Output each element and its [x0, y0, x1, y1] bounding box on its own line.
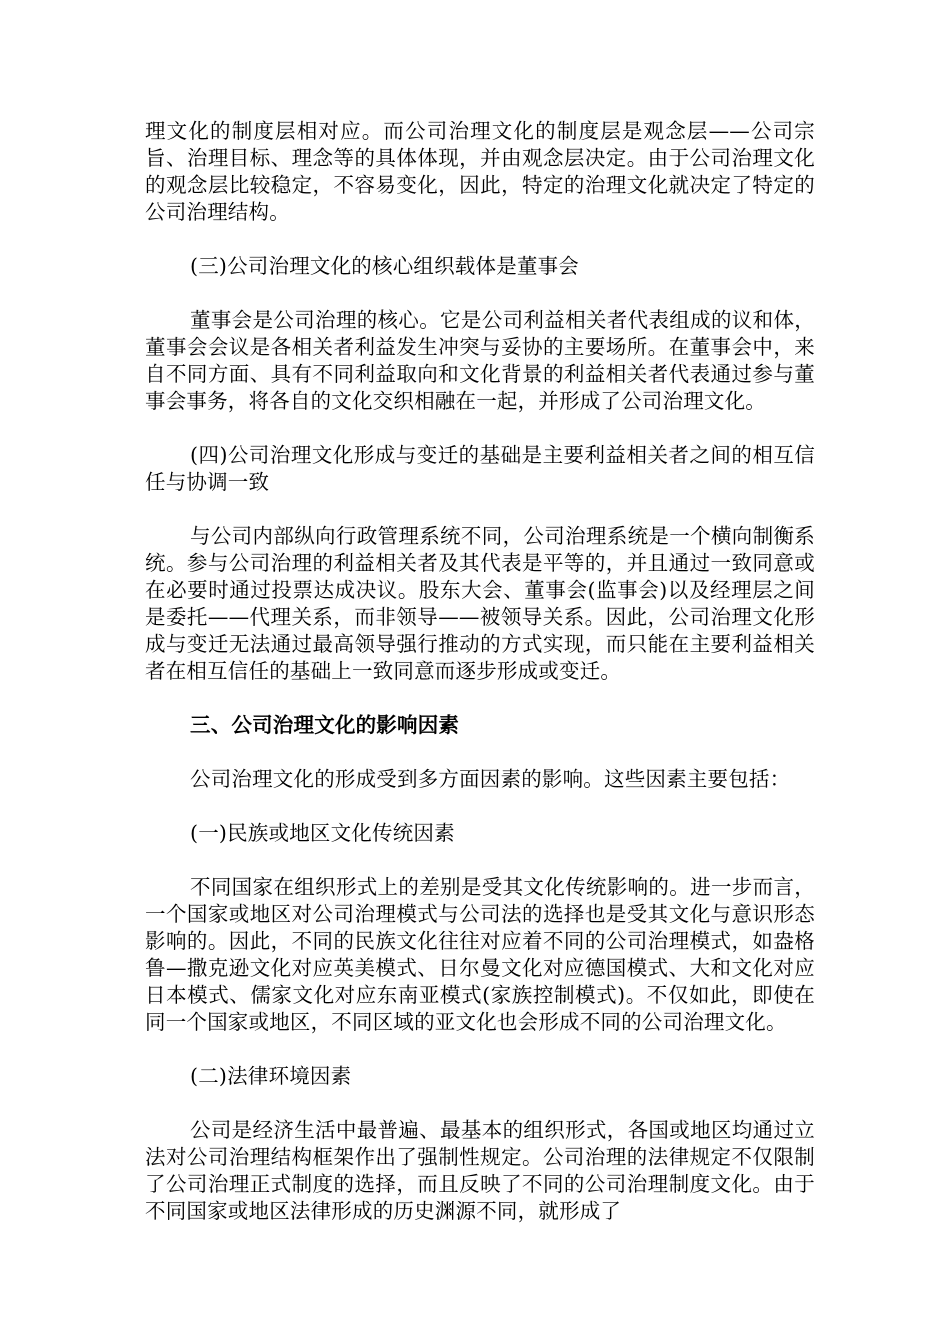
paragraph-cultural-tradition: 不同国家在组织形式上的差别是受其文化传统影响的。进一步而言，一个国家或地区对公司治理模式与公司法的选择也是受其文化与意识形态影响的。因此，不同的民族文化往往对应着不同的公司治理模式，如盎格鲁—撒克逊文化对应英美模式、日尔曼文化对应德国模式、大和文化对应日本模式、儒家文化对应东南亚模式(家族控制模式)。不仅如此，即使在同一个国家或地区，不同区域的亚文化也会形成不同的公司治理文化。	[145, 875, 815, 1034]
subheading-legal-environment: (二)法律环境因素	[190, 1064, 352, 1088]
subheading-mutual-trust: (四)公司治理文化形成与变迁的基础是主要利益相关者之间的相互信任与协调一致	[145, 443, 815, 494]
subheading-cultural-tradition: (一)民族或地区文化传统因素	[190, 821, 455, 845]
subheading-board-of-directors: (三)公司治理文化的核心组织载体是董事会	[190, 254, 579, 278]
document-body	[145, 118, 815, 1252]
paragraph-legal-environment: 公司是经济生活中最普遍、最基本的组织形式，各国或地区均通过立法对公司治理结构框架作出了强制性规定。公司治理的法律规定不仅限制了公司治理正式制度的选择，而且反映了不同的公司治理制度文化。由于不同国家或地区法律形成的历史渊源不同，就形成了	[145, 1118, 815, 1223]
paragraph-continuation: 理文化的制度层相对应。而公司治理文化的制度层是观念层——公司宗旨、治理目标、理念等的具体体现，并由观念层决定。由于公司治理文化的观念层比较稳定，不容易变化，因此，特定的治理文化就决定了特定的公司治理结构。	[145, 119, 815, 224]
paragraph-governance-system: 与公司内部纵向行政管理系统不同，公司治理系统是一个横向制衡系统。参与公司治理的利益相关者及其代表是平等的，并且通过一致同意或在必要时通过投票达成决议。股东大会、董事会(监事会)以及经理层之间是委托——代理关系，而非领导——被领导关系。因此，公司治理文化形成与变迁无法通过最高领导强行推动的方式实现，而只能在主要利益相关者在相互信任的基础上一致同意而逐步形成或变迁。	[145, 524, 815, 683]
section-heading-influencing-factors: 三、公司治理文化的影响因素	[190, 713, 460, 737]
paragraph-board-of-directors: 董事会是公司治理的核心。它是公司利益相关者代表组成的议和体，董事会会议是各相关者利益发生冲突与妥协的主要场所。在董事会中，来自不同方面、具有不同利益取向和文化背景的利益相关者代表通过参与董事会事务，将各自的文化交织相融在一起，并形成了公司治理文化。	[145, 308, 815, 413]
paragraph-factors-intro: 公司治理文化的形成受到多方面因素的影响。这些因素主要包括：	[190, 767, 791, 791]
